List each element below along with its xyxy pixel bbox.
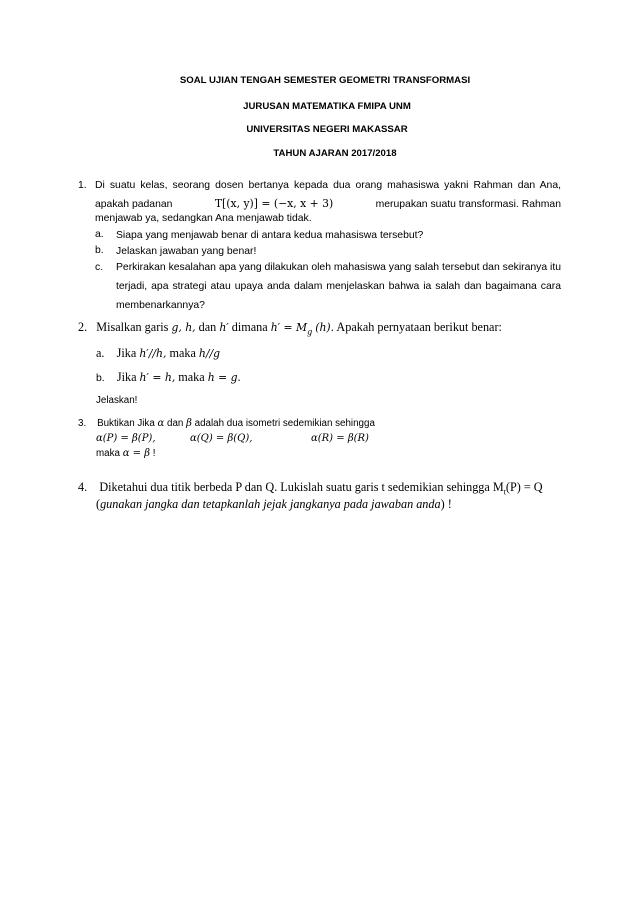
q3-line1 [78,418,375,429]
q2a-text1: Jika [116,346,137,360]
q1b-text: Jelaskan jawaban yang benar! [116,246,257,257]
q4-text: Diketahui dua titik berbeda P dan Q. Lukislah suatu garis t sedemikian sehingga M [99,480,504,494]
university-name: UNIVERSITAS NEGERI MAKASSAR [246,124,408,135]
department-name: JURUSAN MATEMATIKA FMIPA UNM [243,101,411,112]
q2a-math2: h//g [198,347,221,360]
q4-note-open: ( [96,497,101,511]
q4-line2 [96,497,452,512]
q4-note: gunakan jangka dan tetapkanlah jejak jangkanya pada jawaban anda [100,497,441,511]
q3-eq3: α(R) = β(R) [311,433,369,444]
q1-transformation-formula: T[(x, y)] = (−x, x + 3) [214,197,334,210]
q3-text-a: Buktikan Jika [97,418,155,429]
q2a-text2: maka [169,346,196,360]
q2b-label: b. [96,373,105,384]
q3-line3 [96,448,155,459]
q2a-line [96,346,220,361]
q3-alpha: α [157,418,165,429]
q2b-math2: h = g [207,371,238,384]
q3-beta: β [186,418,192,429]
q2a-label: a. [96,346,105,360]
q1c-text: Perkirakan kesalahan apa yang dilakukan oleh mahasiswa yang salah tersebut dan sekiranya itu terjadi, apa strategi atau upaya anda dalam menjelaskan bahwa ia salah dan bagaimana cara membenarkannya? [116,262,561,311]
q1a-text: Siapa yang menjawab benar di antara kedua mahasiswa tersebut? [116,230,424,241]
q2-text-a: Misalkan garis [96,320,169,334]
q2b-line [96,370,241,385]
q3-text-c: adalah dua isometri sedemikian sehingga [194,418,375,429]
q2b-text1: Jika [116,370,137,384]
q1c-label: c. [95,262,104,273]
q2-math-subscript: g [307,327,313,337]
q2-text-c: dimana [231,320,268,334]
q2-math-hprime: h′ [219,321,229,334]
q3-then-text: maka [96,448,120,459]
q3-then-math: α = β [122,448,150,459]
q3-then-end: ! [152,448,156,459]
q2-number: 2. [78,320,88,334]
q4-subscript: t [503,487,506,497]
q1-line1: Di suatu kelas, seorang dosen bertanya kepada dua orang mahasiswa yakni Rahman dan Ana, [95,180,561,191]
q4-text-end: (P) = Q [505,480,543,494]
q3-eq1: α(P) = β(P), [96,433,156,444]
q2-explain: Jelaskan! [96,395,138,406]
q1-line3: menjawab ya, sedangkan Ana menjawab tidak. [95,213,312,224]
q2a-math1: h′//h, [139,347,167,360]
q2-math-reflection-arg: (h). [315,321,335,334]
q4-number: 4. [78,480,88,494]
q2b-period: . [237,370,241,384]
q1-line2-text-a: apakah padanan [95,199,173,210]
q2b-text2: maka [178,370,205,384]
q2-text-b: dan [198,320,217,334]
q3-eq2: α(Q) = β(Q), [190,433,253,444]
academic-year: TAHUN AJARAN 2017/2018 [273,148,397,159]
q1a-label: a. [95,229,104,240]
q3-number: 3. [78,418,87,429]
q4-line1 [78,480,543,496]
q2b-math1: h′ = h, [139,371,176,384]
q2-math-reflection: h′ = M [270,321,308,334]
q2-text-d: Apakah pernyataan berikut benar: [336,320,502,334]
q2-math-lines: g, h, [171,321,196,334]
q3-text-b: dan [167,418,184,429]
q2-line1 [78,320,502,336]
exam-title: SOAL UJIAN TENGAH SEMESTER GEOMETRI TRANSFORMASI [179,75,471,86]
q1-line2 [95,197,561,210]
q1b-label: b. [95,245,104,256]
q1-number: 1. [78,180,87,191]
q1-line2-text-b: merupakan suatu transformasi. Rahman [375,199,561,210]
q4-note-close: ) ! [440,497,452,511]
